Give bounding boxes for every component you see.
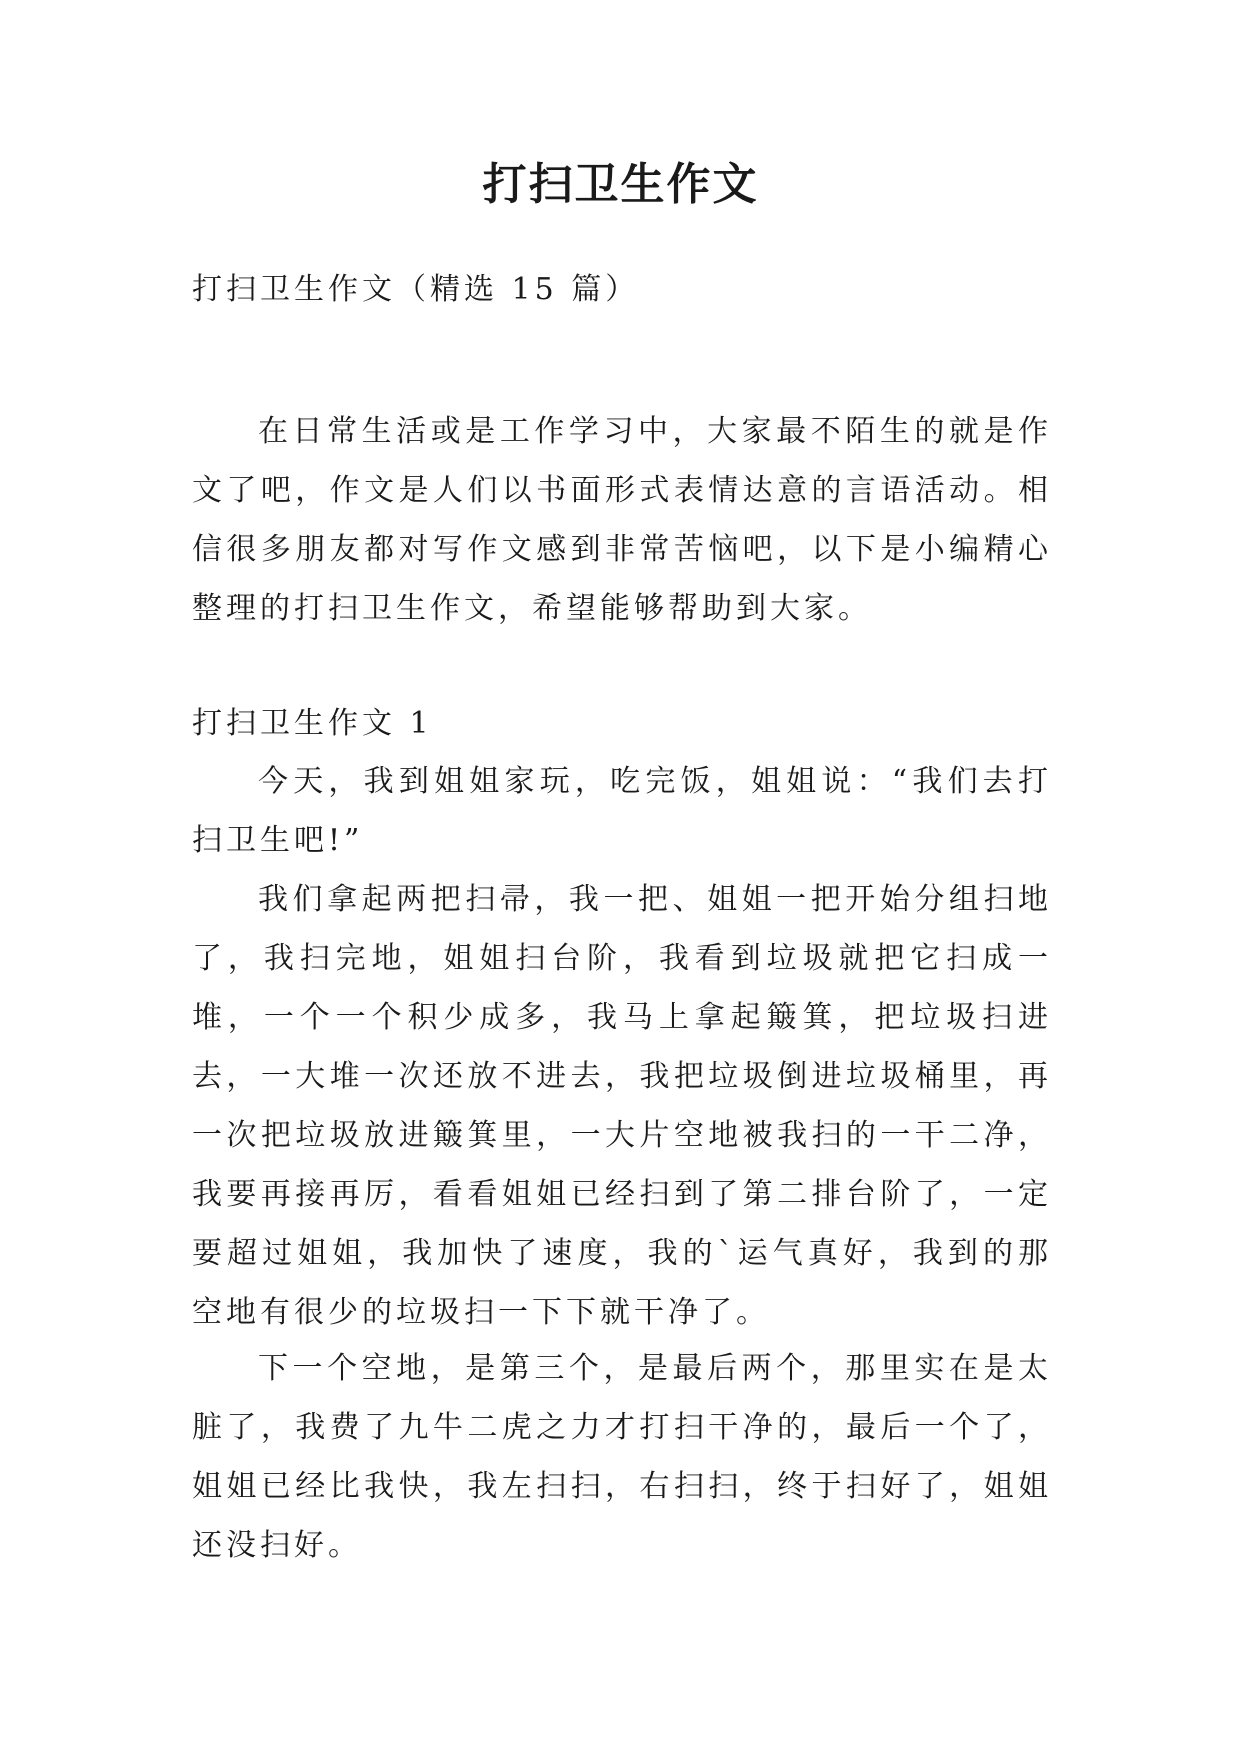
body-paragraph-1: 今天，我到姐姐家玩，吃完饭，姐姐说：“我们去打扫卫生吧!” — [192, 764, 1052, 858]
intro-paragraph: 在日常生活或是工作学习中，大家最不陌生的就是作文了吧，作文是人们以书面形式表情达意的言语活动。相信很多朋友都对写作文感到非常苦恼吧，以下是小编精心整理的打扫卫生作文，希望能够帮助到大家。 — [192, 414, 1052, 626]
body-paragraph-2: 我们拿起两把扫帚，我一把、姐姐一把开始分组扫地了，我扫完地，姐姐扫台阶，我看到垃圾就把它扫成一堆，一个一个积少成多，我马上拿起簸箕，把垃圾扫进去，一大堆一次还放不进去，我把垃圾倒进垃圾桶里，再一次把垃圾放进簸箕里，一大片空地被我扫的一干二净，我要再接再厉，看看姐姐已经扫到了第二排台阶了，一定要超过姐姐，我加快了速度，我的`运气真好，我到的那空地有很少的垃圾扫一下下就干净了。 — [192, 882, 1052, 1330]
document-subtitle: 打扫卫生作文（精选 15 篇） — [192, 272, 640, 307]
document-title: 打扫卫生作文 — [482, 159, 759, 210]
section-heading: 打扫卫生作文 1 — [192, 706, 433, 741]
body-paragraph-3: 下一个空地，是第三个，是最后两个，那里实在是太脏了，我费了九牛二虎之力才打扫干净的，最后一个了，姐姐已经比我快，我左扫扫，右扫扫，终于扫好了，姐姐还没扫好。 — [192, 1351, 1052, 1563]
